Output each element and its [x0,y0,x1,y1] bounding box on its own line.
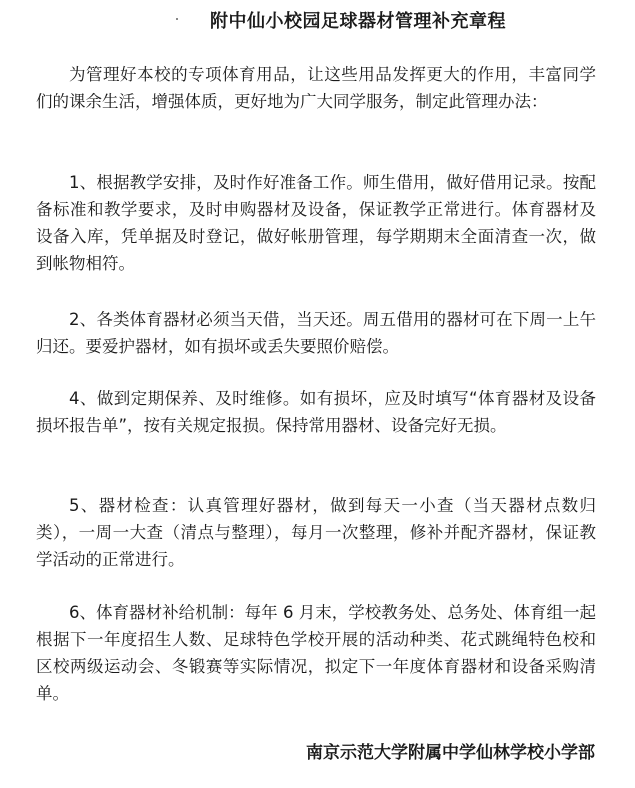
rule-item-6: 6、体育器材补给机制：每年 6 月末，学校教务处、总务处、体育组一起根据下一年度招生人数、足球特色学校开展的活动种类、花式跳绳特色校和区校两级运动会、冬锻赛等实际情况，拟定下一年度体育器材和设备采购清单。 [36,603,596,703]
rule-item-2: 2、各类体育器材必须当天借，当天还。周五借用的器材可在下周一上午归还。要爱护器材，如有损坏或丢失要照价赔偿。 [36,310,596,356]
intro-paragraph: 为管理好本校的专项体育用品，让这些用品发挥更大的作用，丰富同学们的课余生活，增强体质，更好地为广大同学服务，制定此管理办法： [36,65,596,111]
scan-speck [176,18,178,20]
rule-item-1: 1、根据教学安排，及时作好准备工作。师生借用，做好借用记录。按配备标准和教学要求，及时申购器材及设备，保证教学正常进行。体育器材及设备入库，凭单据及时登记，做好帐册管理，每学期期末全面清查一次，做到帐物相符。 [36,173,596,273]
document-title: 附中仙小校园足球器材管理补充章程 [210,11,506,32]
rule-item-4: 4、做到定期保养、及时维修。如有损坏，应及时填写“体育器材及设备损坏报告单”，按有关规定报损。保持常用器材、设备完好无损。 [36,389,596,435]
rule-item-5: 5、器材检查：认真管理好器材，做到每天一小查（当天器材点数归类），一周一大查（清点与整理），每月一次整理，修补并配齐器材，保证教学活动的正常进行。 [36,496,596,569]
signature-org: 南京示范大学附属中学仙林学校小学部 [306,743,595,763]
